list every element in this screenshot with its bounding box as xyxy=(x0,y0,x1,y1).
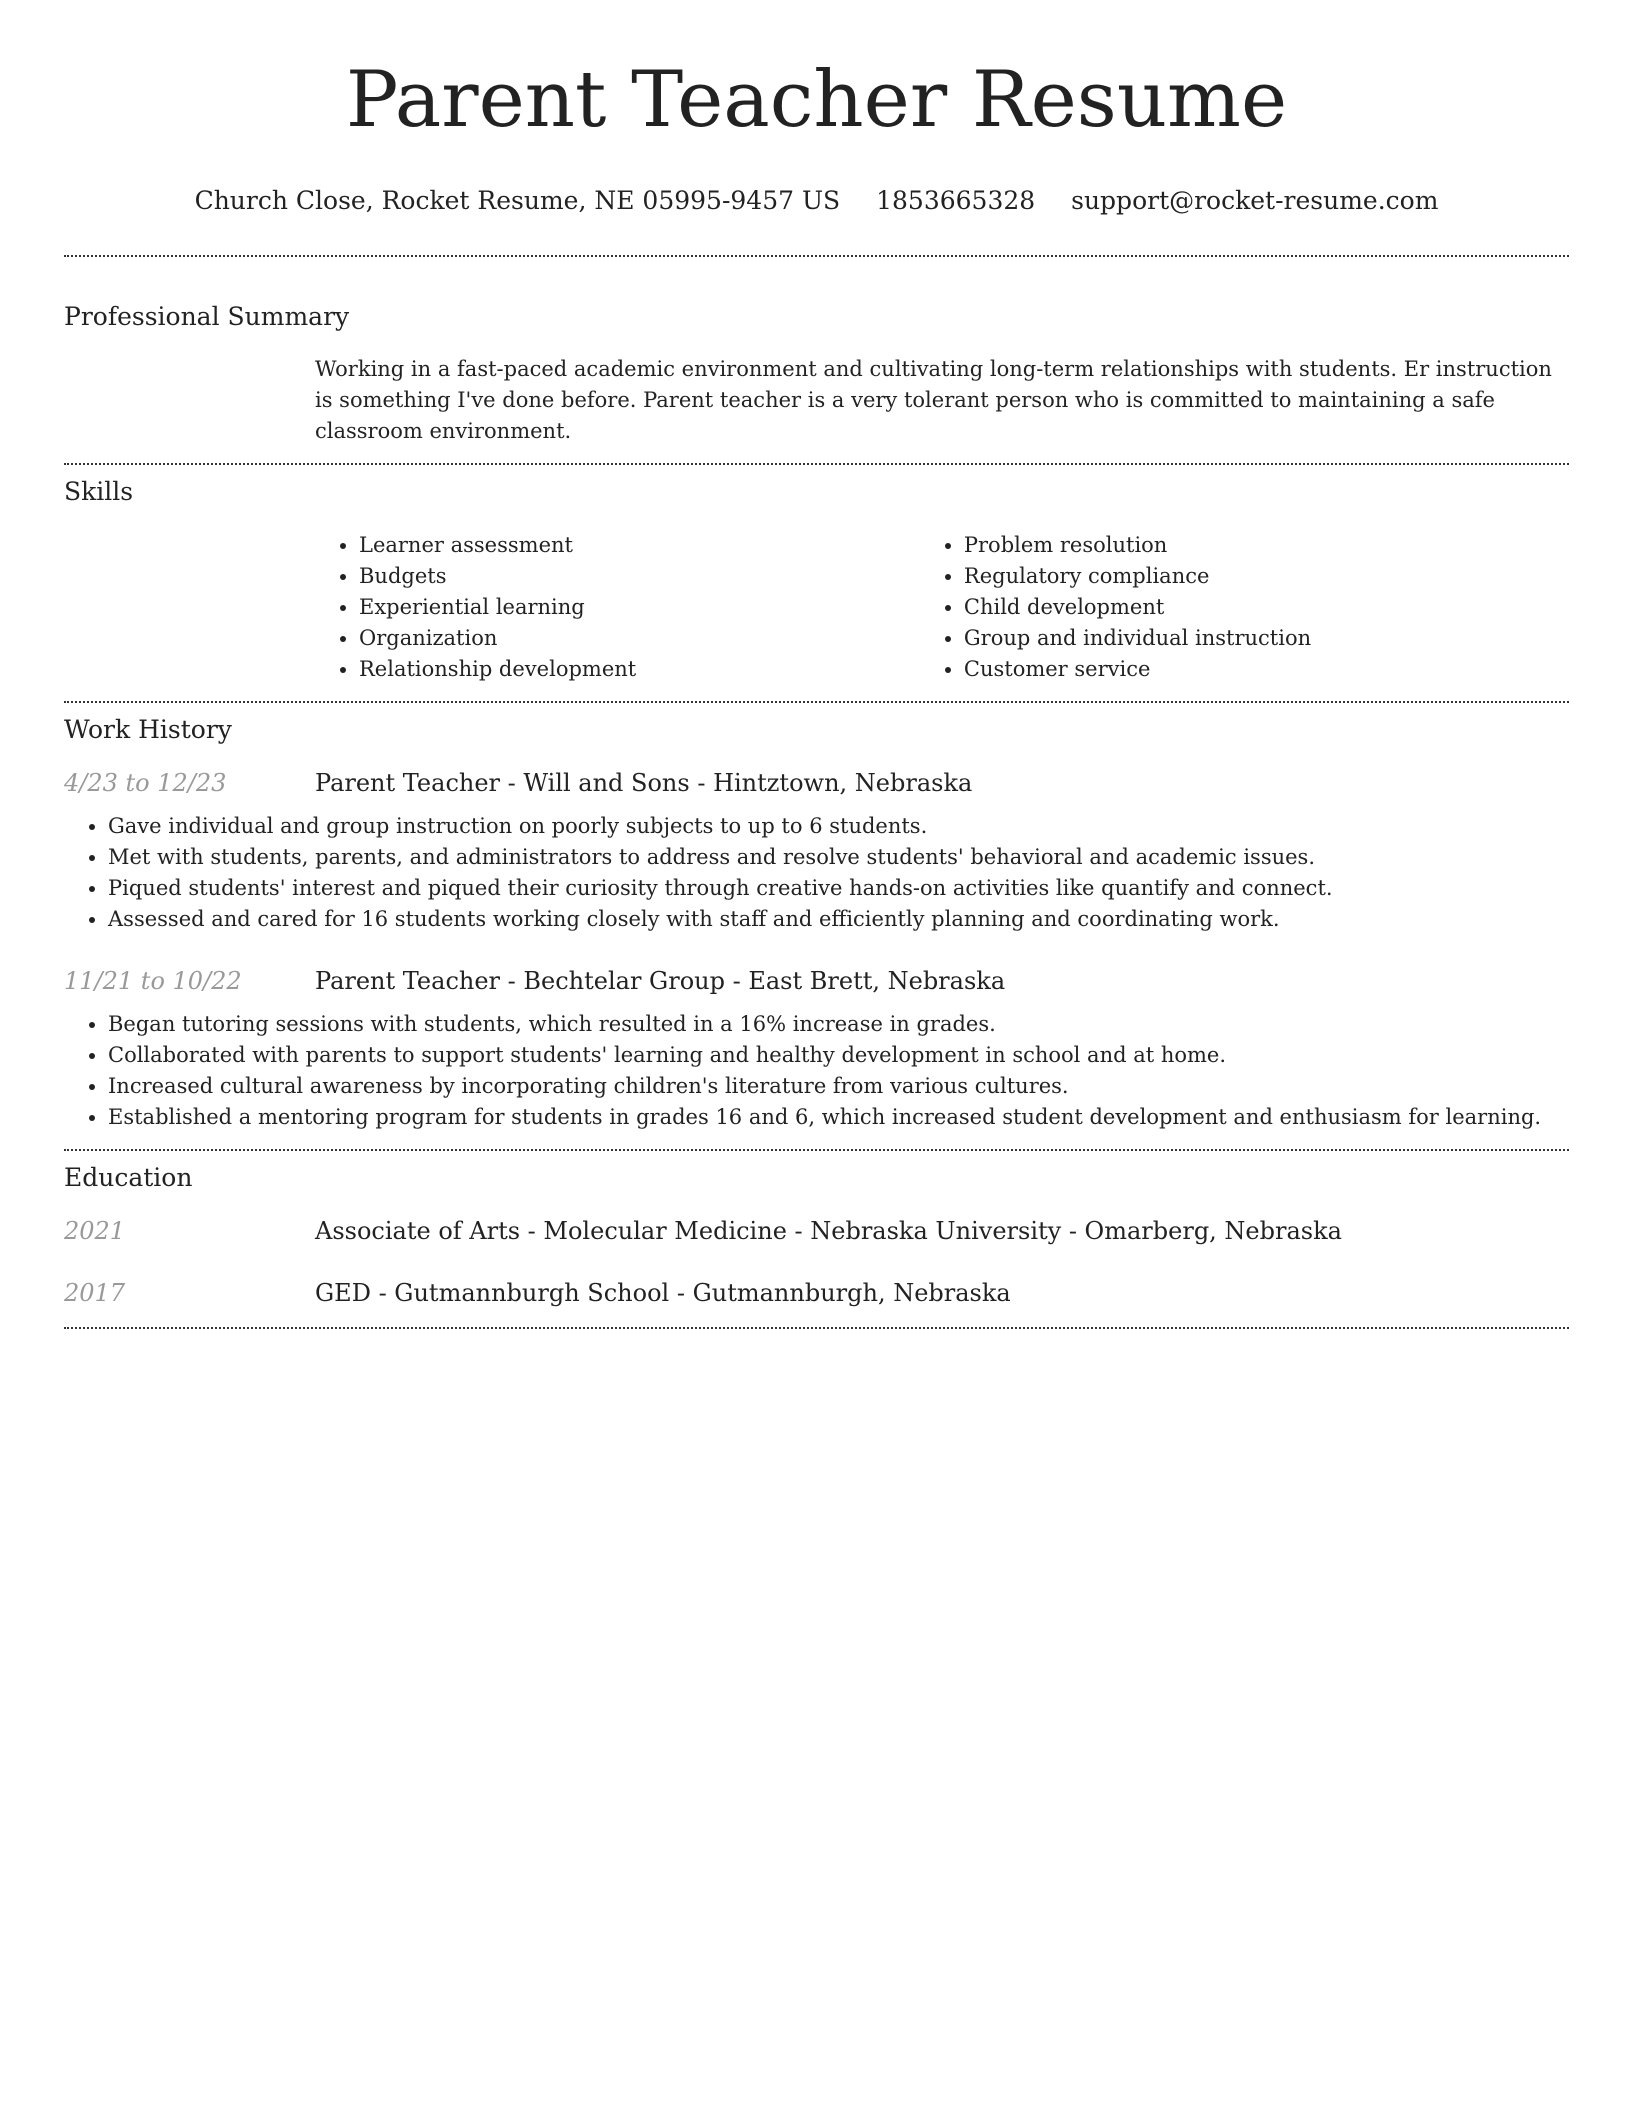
job-bullets xyxy=(64,1009,1569,1133)
resume-page xyxy=(64,0,1569,1329)
skills-column-right xyxy=(920,530,1569,685)
job-bullet: • Piqued students' interest and piqued their curiosity through creative hands-on activities like quantify and connect. xyxy=(108,873,1569,904)
job-bullet: • Established a mentoring program for students in grades 16 and 6, which increased student development and enthusiasm for learning. xyxy=(108,1102,1569,1133)
section-divider xyxy=(64,255,1569,257)
work-history-section xyxy=(64,713,1569,1133)
education-year: 2017 xyxy=(64,1279,126,1307)
job-dates: 4/23 to 12/23 xyxy=(64,769,227,797)
education-degree: Associate of Arts - Molecular Medicine xyxy=(315,1217,787,1245)
education-degree: GED xyxy=(315,1279,371,1307)
education-entry xyxy=(64,1279,1569,1307)
skill-item: • Budgets xyxy=(359,561,920,592)
summary-section xyxy=(64,300,1569,447)
contact-address: Church Close, Rocket Resume, NE 05995-9457 US xyxy=(194,186,841,215)
job-bullet: • Increased cultural awareness by incorporating children's literature from various cultures. xyxy=(108,1071,1569,1102)
skill-item: • Learner assessment xyxy=(359,530,920,561)
skill-item: • Relationship development xyxy=(359,654,920,685)
job-heading: Parent Teacher - Bechtelar Group - East Brett, Nebraska xyxy=(315,967,1006,995)
job-dates: 11/21 to 10/22 xyxy=(64,967,242,995)
skill-item: • Organization xyxy=(359,623,920,654)
education-institution: - Gutmannburgh School - Gutmannburgh, Nebraska xyxy=(370,1279,1011,1307)
job-header xyxy=(64,967,1569,995)
skills-list xyxy=(315,530,1569,685)
education-section xyxy=(64,1161,1569,1307)
skills-section xyxy=(64,475,1569,685)
section-divider xyxy=(64,701,1569,703)
skill-item: • Problem resolution xyxy=(964,530,1569,561)
section-divider xyxy=(64,1149,1569,1151)
education-heading xyxy=(315,1279,1011,1307)
skill-item: • Regulatory compliance xyxy=(964,561,1569,592)
skill-item: • Child development xyxy=(964,592,1569,623)
job-entry xyxy=(64,967,1569,1133)
section-divider xyxy=(64,1327,1569,1329)
skill-item: • Group and individual instruction xyxy=(964,623,1569,654)
job-heading: Parent Teacher - Will and Sons - Hintztown, Nebraska xyxy=(315,769,973,797)
contact-phone: 1853665328 xyxy=(876,186,1036,215)
contact-line xyxy=(64,184,1569,218)
education-year: 2021 xyxy=(64,1217,126,1245)
education-institution: - Nebraska University - Omarberg, Nebraska xyxy=(786,1217,1342,1245)
section-divider xyxy=(64,463,1569,465)
job-bullet: • Gave individual and group instruction on poorly subjects to up to 6 students. xyxy=(108,811,1569,842)
job-header xyxy=(64,769,1569,797)
education-title: Education xyxy=(64,1163,193,1192)
skill-item: • Experiential learning xyxy=(359,592,920,623)
summary-text: Working in a fast-paced academic environment and cultivating long-term relationships with students. Er instruction is something I've done before. Parent teacher is a very tolerant person who is committed to maintaining a safe classroom environment. xyxy=(315,357,1552,443)
education-entry xyxy=(64,1217,1569,1245)
job-bullet: • Began tutoring sessions with students, which resulted in a 16% increase in grades. xyxy=(108,1009,1569,1040)
skills-title: Skills xyxy=(64,477,134,506)
summary-title: Professional Summary xyxy=(64,302,350,331)
job-entry xyxy=(64,769,1569,935)
skill-item: • Customer service xyxy=(964,654,1569,685)
skills-column-left xyxy=(315,530,920,685)
job-bullet: • Met with students, parents, and administrators to address and resolve students' behavioral and academic issues. xyxy=(108,842,1569,873)
work-history-title: Work History xyxy=(64,715,232,744)
job-bullets xyxy=(64,811,1569,935)
contact-email[interactable]: support@rocket-resume.com xyxy=(1071,186,1439,215)
education-heading xyxy=(315,1217,1342,1245)
job-bullet: • Collaborated with parents to support students' learning and healthy development in school and at home. xyxy=(108,1040,1569,1071)
resume-title: Parent Teacher Resume xyxy=(345,55,1288,145)
job-bullet: • Assessed and cared for 16 students working closely with staff and efficiently planning and coordinating work. xyxy=(108,904,1569,935)
